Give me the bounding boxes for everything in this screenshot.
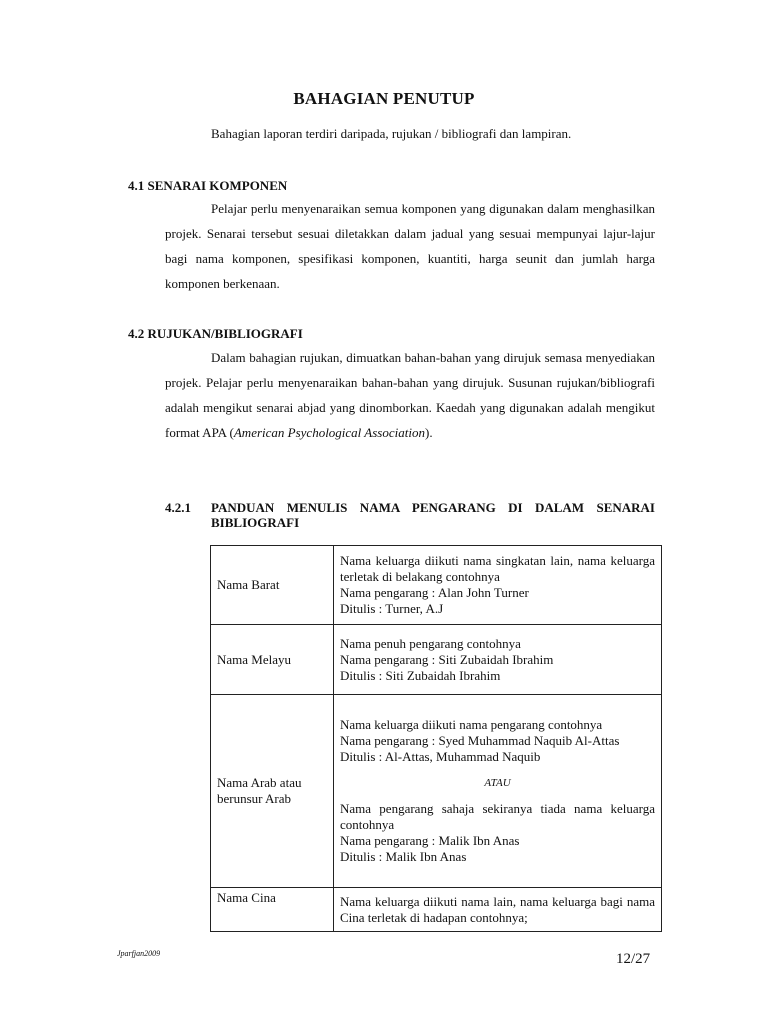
author-name-guide-table [210, 545, 662, 932]
section-4-1-heading: 4.1 SENARAI KOMPONEN [128, 178, 288, 193]
description-line: Nama penuh pengarang contohnya [340, 635, 521, 651]
section-4-2-paragraph-main: Dalam bahagian rujukan, dimuatkan bahan-bahan yang dirujuk semasa menyediakan projek. Pelajar perlu menyenaraikan bahan-bahan yang dirujuk. Susunan rujukan/bibliografi adalah mengikut senarai abjad yang dinomborkan. Kaedah yang digunakan adalah mengikut format APA ( [165, 350, 655, 440]
description-line: Nama pengarang : Alan John Turner [340, 585, 529, 600]
description-line: Nama keluarga diikuti nama singkatan lain, nama keluarga terletak di belakang contohnya [340, 553, 655, 584]
table-row [211, 546, 662, 625]
row-label: Nama Barat [211, 546, 334, 625]
table-row [211, 625, 662, 695]
table-row [211, 695, 662, 888]
row-label: Nama Melayu [211, 625, 334, 695]
description-line: Nama pengarang : Malik Ibn Anas [340, 833, 520, 848]
description-line: Ditulis : Malik Ibn Anas [340, 849, 467, 864]
table-row [211, 888, 662, 932]
description-line: Nama keluarga diikuti nama pengarang contohnya [340, 717, 603, 732]
description-line: Nama pengarang : Siti Zubaidah Ibrahim [340, 651, 554, 667]
page-number: 12/27 [616, 951, 651, 967]
row-description [334, 625, 662, 695]
section-4-2-paragraph [165, 345, 655, 445]
description-line: Ditulis : Siti Zubaidah Ibrahim [340, 667, 501, 683]
row-description [334, 546, 662, 625]
description-line: Ditulis : Turner, A.J [340, 601, 444, 616]
intro-text: Bahagian laporan terdiri daripada, rujukan / bibliografi dan lampiran. [211, 126, 572, 141]
description-line: Ditulis : Al-Attas, Muhammad Naquib [340, 749, 541, 764]
page-title: BAHAGIAN PENUTUP [293, 89, 475, 108]
row-label: Nama Cina [211, 888, 334, 932]
section-4-2-1-title: PANDUAN MENULIS NAMA PENGARANG DI DALAM SENARAI BIBLIOGRAFI [211, 500, 655, 530]
section-4-2-1-number: 4.2.1 [165, 500, 191, 515]
section-4-1-paragraph: Pelajar perlu menyenaraikan semua komponen yang digunakan dalam menghasilkan projek. Senarai tersebut sesuai diletakkan dalam jadual yang sesuai mempunyai lajur-lajur bagi nama komponen, spesifikasi komponen, kuantiti, harga seunit dan jumlah harga komponen berkenaan. [165, 201, 655, 291]
apa-full-name: American Psychological Association [233, 425, 425, 440]
row-description [334, 888, 662, 932]
row-description [334, 695, 662, 888]
or-separator: ATAU [484, 777, 511, 789]
section-4-2-paragraph-end: ). [424, 425, 433, 440]
footer-author-tag: Jparfjan2009 [117, 949, 161, 958]
description-line: Nama pengarang sahaja sekiranya tiada nama keluarga contohnya [340, 801, 655, 832]
description-line: Nama pengarang : Syed Muhammad Naquib Al-Attas [340, 733, 620, 748]
description-line: Nama keluarga diikuti nama lain, nama keluarga bagi nama Cina terletak di hadapan contohnya; [340, 893, 655, 925]
section-4-2-heading: 4.2 RUJUKAN/BIBLIOGRAFI [128, 326, 303, 341]
row-label: Nama Arab atau berunsur Arab [211, 695, 334, 888]
